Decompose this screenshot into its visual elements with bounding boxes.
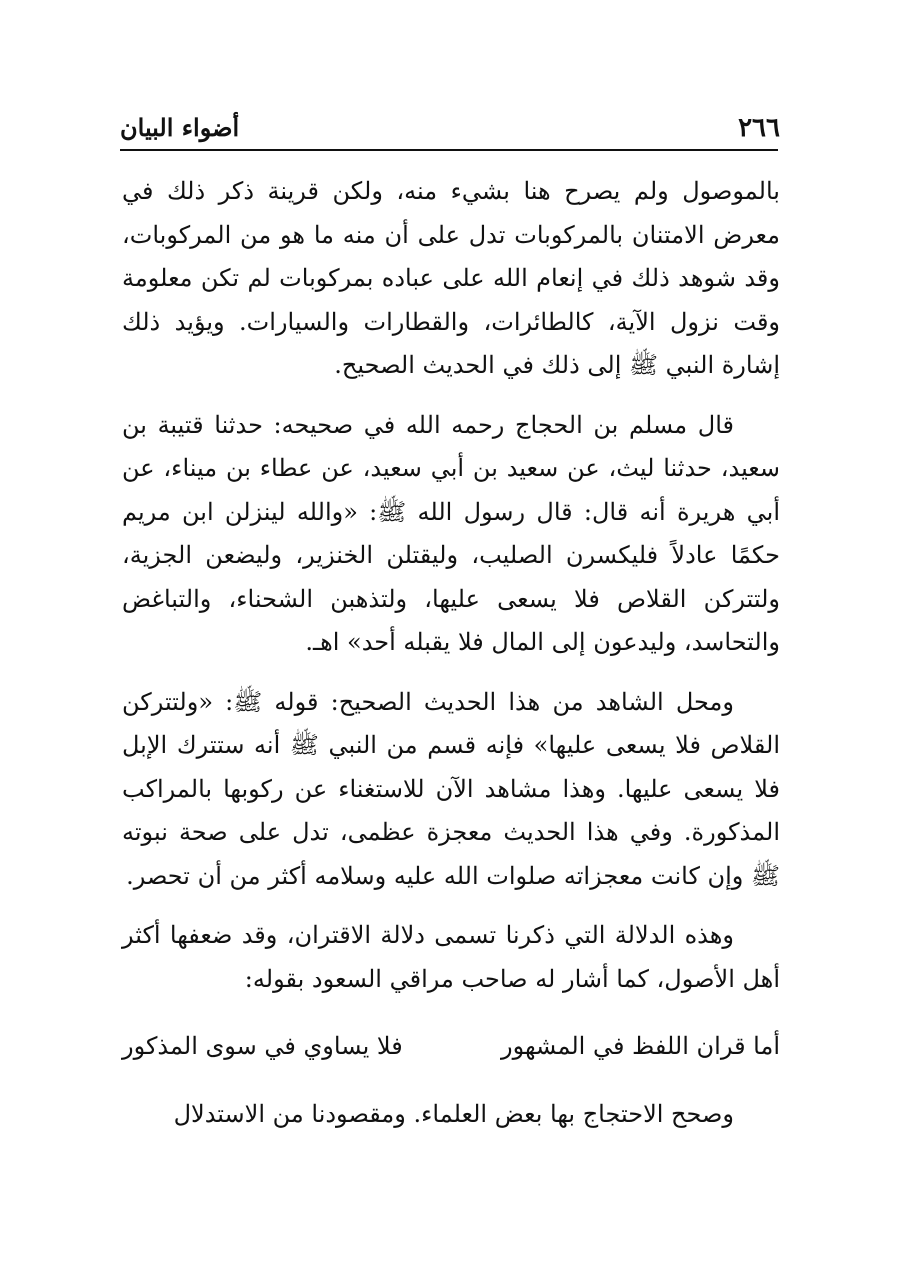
book-title: أضواء البيان xyxy=(120,113,240,142)
verse-first-hemistich: أما قران اللفظ في المشهور xyxy=(501,1032,780,1060)
page-number: ٢٦٦ xyxy=(738,113,780,143)
paragraph-hadith: قال مسلم بن الحجاج رحمه الله في صحيحه: حدثنا قتيبة بن سعيد، حدثنا ليث، عن سعيد بن أبي سعيد، عن عطاء بن ميناء، عن أبي هريرة أنه قال: قال رسول الله ﷺ: «والله لينزلن ابن مريم حكمًا عادلاً فليكسرن الصليب، وليقتلن الخنزير، وليضعن الجزية، ولتتركن القلاص فلا يسعى عليها، ولتذهبن الشحناء، والتباغض والتحاسد، وليدعون إلى المال فلا يقبله أحد» اهـ. xyxy=(122,410,780,656)
page-body xyxy=(122,170,780,1136)
header-divider xyxy=(120,149,778,151)
paragraph-continuation: بالموصول ولم يصرح هنا بشيء منه، ولكن قرينة ذكر ذلك في معرض الامتنان بالمركوبات تدل على أن منه ما هو من المركوبات، وقد شوهد ذلك في إنعام الله على عباده بمركوبات لم تكن معلومة وقت نزول الآية، كالطائرات، والقطارات والسيارات. ويؤيد ذلك إشارة النبي ﷺ إلى ذلك في الحديث الصحيح. xyxy=(122,177,780,379)
paragraph-iqtiran: وهذه الدلالة التي ذكرنا تسمى دلالة الاقتران، وقد ضعفها أكثر أهل الأصول، كما أشار له صاحب مراقي السعود بقوله: xyxy=(122,921,780,993)
paragraph-evidence: ومحل الشاهد من هذا الحديث الصحيح: قوله ﷺ: «ولتتركن القلاص فلا يسعى عليها» فإنه قسم من النبي ﷺ أنه ستترك الإبل فلا يسعى عليها. وهذا مشاهد الآن للاستغناء عن ركوبها بالمراكب المذكورة. وفي هذا الحديث معجزة عظمى، تدل على صحة نبوته ﷺ وإن كانت معجزاته صلوات الله عليه وسلامه أكثر من أن تحصر. xyxy=(122,687,781,890)
poem-verse xyxy=(122,1025,780,1069)
page-header xyxy=(120,108,780,148)
verse-second-hemistich: فلا يساوي في سوى المذكور xyxy=(122,1032,403,1060)
closing-line: وصحح الاحتجاج بها بعض العلماء. ومقصودنا من الاستدلال xyxy=(173,1099,734,1128)
